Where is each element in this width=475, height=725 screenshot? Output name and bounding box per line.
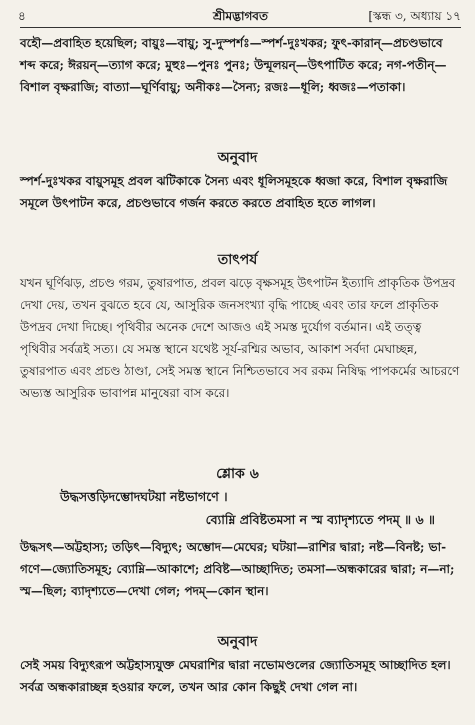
shloka-heading: শ্লোক ৬ [216, 466, 259, 482]
synonyms-verse-5: বহৌ—প্রবাহিত হয়েছিল; বায়ুঃ—বায়ু; সু-দুস্পর্শঃ—স্পর্শ-দুঃখকর; ফুৎ-কারান্—প্রচণ্ডভাবে শব্দ করে; ঈরয়ন্—ত্যাগ করে; মুহুঃ—পুনঃ পুনঃ; উন্মূলয়ন্—উৎপাটিত করে; নগ-পতীন্—বিশাল বৃক্ষরাজি; বাত্যা—ঘূর্ণিবায়ু; অনীকঃ—সৈন্য; রজঃ—ধূলি; ধ্বজঃ—পতাকা। [20, 36, 447, 94]
sanskrit-verse [60, 485, 435, 531]
page-header [16, 6, 465, 26]
purport-text: যখন ঘূর্ণিঝড়, প্রচণ্ড গরম, তুষারপাত, প্রবল ঝড়ে বৃক্ষসমূহ উৎপাটন ইত্যাদি প্রাকৃতিক উপদ্রব দেখা দেয়, তখন বুঝতে হবে যে, আসুরিক জনসংখ্যা বৃদ্ধি পাচ্ছে এবং তার ফলে প্রাকৃতিক উপদ্রব দেখা দিচ্ছে। পৃথিবীর অনেক দেশে আজও এই সমস্ত দুর্যোগ বর্তমান। এই তত্ত্ব পৃথিবীর সর্বত্রই সত্য। যে সমস্ত স্থানে যথেষ্ট সূর্য-রশ্মির অভাব, আকাশ সর্বদা মেঘাচ্ছন্ন, তুষারপাত এবং প্রচণ্ড ঠাণ্ডা, সেই সমস্ত স্থানে নিশ্চিতভাবে সব রকম নিষিদ্ধ পাপকর্মের আচরণে অভ্যস্ত আসুরিক ভাবাপন্ন মানুষেরা বাস করে। [20, 276, 460, 400]
section-label: [স্কন্ধ ৩, অধ্যায় ১৭ [368, 9, 461, 23]
translation-heading-2: অনুবাদ [217, 634, 258, 650]
verse-line-1: উদ্ধসত্তড়িদম্ভোদঘটয়া নষ্টভাগণে । [60, 489, 228, 504]
header-rule [20, 27, 461, 28]
synonyms-verse-6: উদ্ধসৎ—অট্টহাস্য; তড়িৎ—বিদ্যুৎ; অম্ভোদ—মেঘের; ঘটয়া—রাশির দ্বারা; নষ্ট—বিনষ্ট; ভা-গণে—জ্যোতিসমূহ; ব্যোম্নি—আকাশে; প্রবিষ্ট—আচ্ছাদিত; তমসা—অন্ধকারের দ্বারা; ন—না; স্ম—ছিল; ব্যাদৃশ্যতে—দেখা গেল; পদম্—কোন স্থান। [20, 540, 455, 598]
verse-line-2: ব্যোম্নি প্রবিষ্টতমসা ন স্ম ব্যাদৃশ্যতে পদম্ ॥ ৬ ॥ [205, 512, 435, 527]
page-number: ৪ [18, 9, 26, 23]
purport-heading: তাৎপর্য [217, 252, 258, 268]
translation-verse-5: স্পর্শ-দুঃখকর বায়ুসমূহ প্রবল ঝটিকাকে সৈন্য এবং ধূলিসমূহকে ধ্বজা করে, বিশাল বৃক্ষরাজি সমূলে উৎপাটন করে, প্রচণ্ডভাবে গর্জন করতে করতে প্রবাহিত হতে লাগল। [20, 174, 448, 210]
translation-verse-6: সেই সময় বিদ্যুৎরূপ অট্টহাস্যযুক্ত মেঘরাশির দ্বারা নভোমণ্ডলের জ্যোতিসমূহ আচ্ছাদিত হল। সর্বত্র অন্ধকারাচ্ছন্ন হওয়ার ফলে, তখন আর কোন কিছুই দেখা গেল না। [20, 658, 451, 694]
book-title: শ্রীমদ্ভাগবত [212, 9, 268, 23]
translation-heading-1: অনুবাদ [217, 150, 258, 166]
